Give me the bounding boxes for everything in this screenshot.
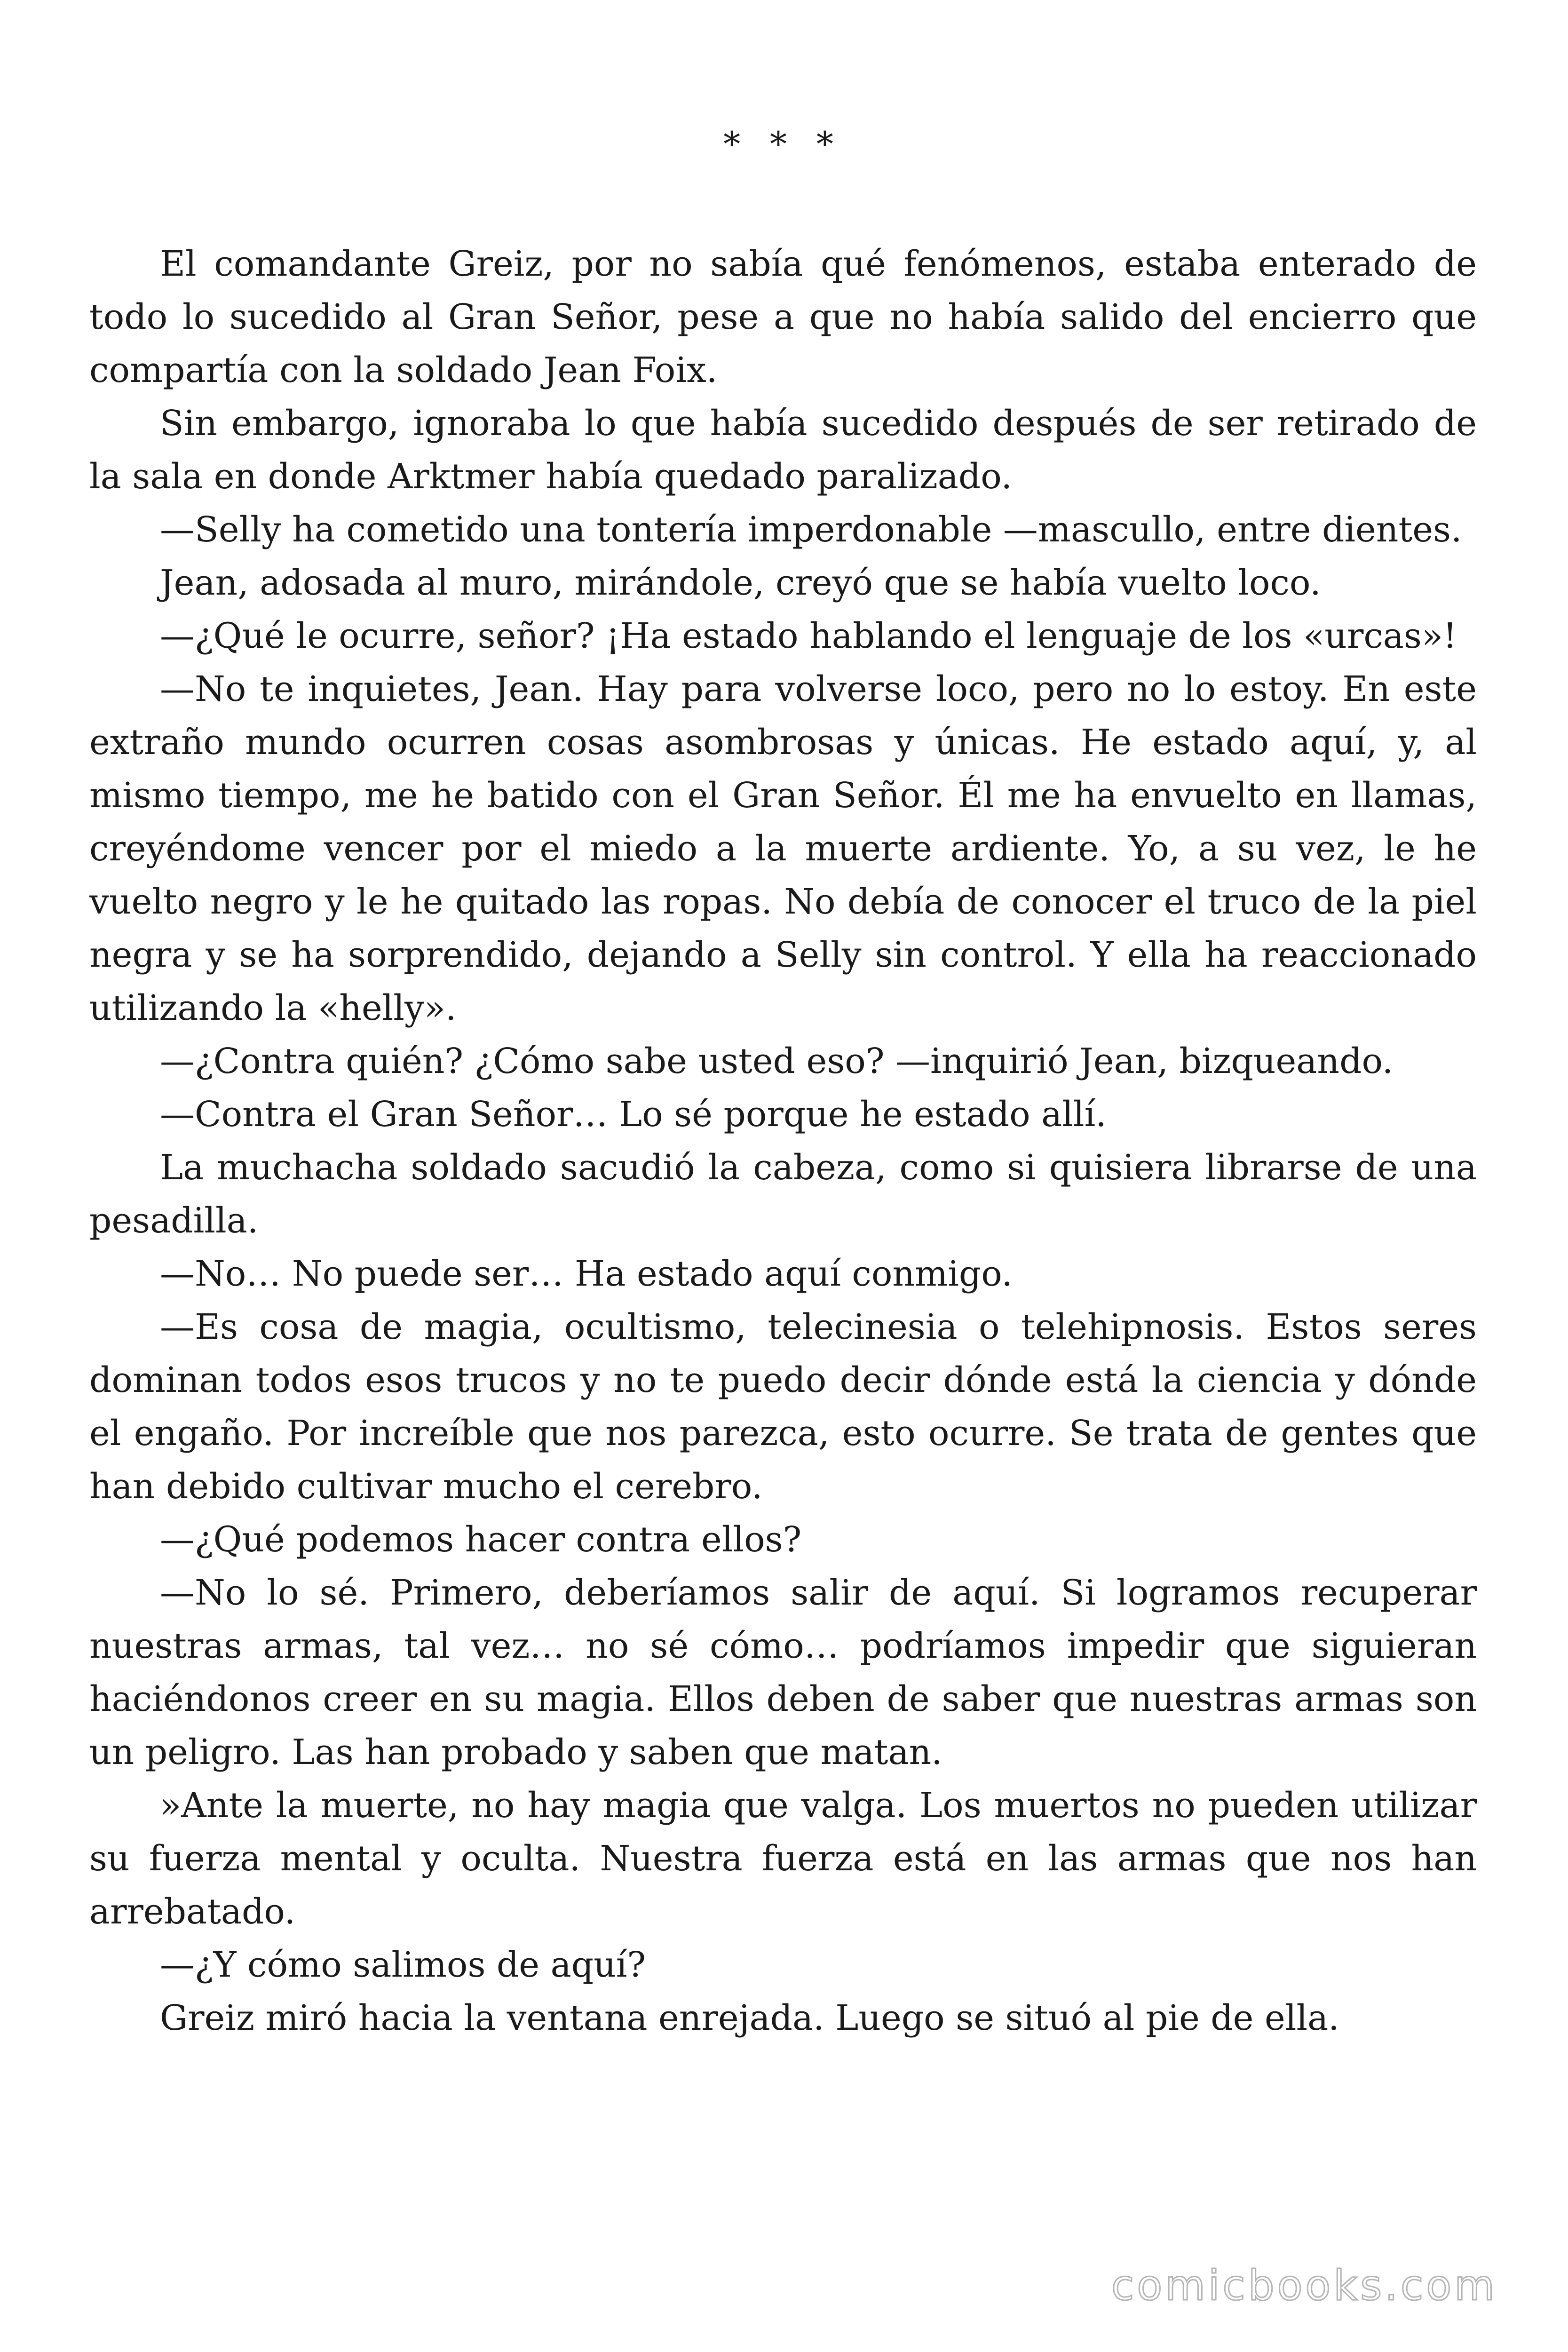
paragraph: —¿Contra quién? ¿Cómo sabe usted eso? —inquirió Jean, bizqueando. (160, 1041, 1394, 1081)
book-page (89, 0, 1477, 2352)
body-text (89, 238, 1477, 2045)
paragraph: —No lo sé. Primero, deberíamos salir de aquí. Si logramos recuperar nuestras armas, tal vez… no sé cómo… podríamos impedir que siguieran haciéndonos creer en su magia. Ellos deben de saber que nuestras armas son un peligro. Las han probado y saben que matan. (89, 1573, 1477, 1772)
paragraph: —¿Y cómo salimos de aquí? (160, 1945, 646, 1985)
paragraph: —¿Qué podemos hacer contra ellos? (160, 1519, 802, 1560)
paragraph: Sin embargo, ignoraba lo que había sucedido después de ser retirado de la sala en donde Arktmer había quedado paralizado. (89, 403, 1477, 497)
paragraph: —No te inquietes, Jean. Hay para volverse loco, pero no lo estoy. En este extraño mundo ocurren cosas asombrosas y únicas. He estado aquí, y, al mismo tiempo, me he batido con el Gran Señor. Él me ha envuelto en llamas, creyéndome vencer por el miedo a la muerte ardiente. Yo, a su vez, le he vuelto negro y le he quitado las ropas. No debía de conocer el truco de la piel negra y se ha sorprendido, dejando a Selly sin control. Y ella ha reaccionado utilizando la «helly». (89, 669, 1477, 1028)
paragraph: —Es cosa de magia, ocultismo, telecinesia o telehipnosis. Estos seres dominan todos esos trucos y no te puedo decir dónde está la ciencia y dónde el engaño. Por increíble que nos parezca, esto ocurre. Se trata de gentes que han debido cultivar mucho el cerebro. (89, 1307, 1477, 1507)
watermark: comicbooks.com (1111, 2261, 1497, 2310)
paragraph: —No… No puede ser… Ha estado aquí conmigo. (160, 1254, 1013, 1294)
paragraph: El comandante Greiz, por no sabía qué fenómenos, estaba enterado de todo lo sucedido al Gran Señor, pese a que no había salido del encierro que compartía con la soldado Jean Foix. (89, 244, 1477, 390)
paragraph: La muchacha soldado sacudió la cabeza, como si quisiera librarse de una pesadilla. (89, 1147, 1477, 1241)
paragraph: —Contra el Gran Señor… Lo sé porque he estado allí. (160, 1094, 1107, 1135)
paragraph: —¿Qué le ocurre, señor? ¡Ha estado hablando el lenguaje de los «urcas»! (160, 616, 1457, 656)
scene-separator: * * * (723, 124, 843, 164)
paragraph: »Ante la muerte, no hay magia que valga. Los muertos no pueden utilizar su fuerza mental y oculta. Nuestra fuerza está en las armas que nos han arrebatado. (89, 1785, 1477, 1932)
paragraph: Jean, adosada al muro, mirándole, creyó que se había vuelto loco. (160, 563, 1321, 603)
paragraph: —Selly ha cometido una tontería imperdonable —mascullo, entre dientes. (160, 509, 1462, 550)
paragraph: Greiz miró hacia la ventana enrejada. Luego se situó al pie de ella. (160, 1998, 1339, 2038)
